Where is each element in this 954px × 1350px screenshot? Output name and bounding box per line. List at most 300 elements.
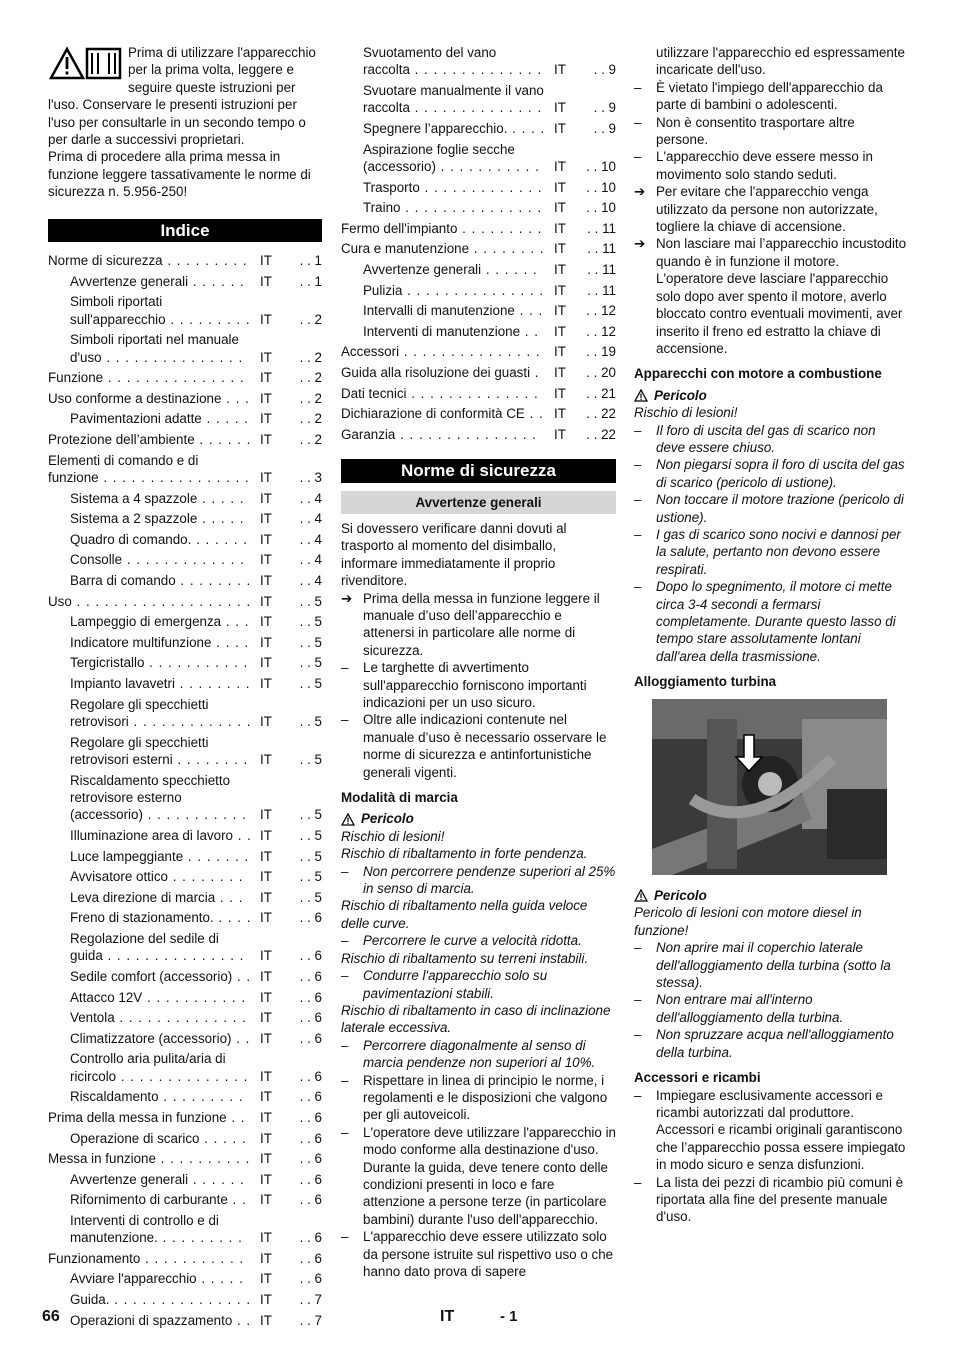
arrow-icon: ➔ xyxy=(634,236,646,252)
toc-entry-lang: IT xyxy=(260,1271,272,1287)
language-code: IT xyxy=(440,1308,455,1325)
general-heading: Avvertenze generali xyxy=(341,491,616,514)
toc-entry-lang: IT xyxy=(260,751,272,767)
toc-entry-lang: IT xyxy=(260,634,272,650)
toc-entry[interactable] xyxy=(48,1191,322,1208)
toc-entry-title: Uso . . . . . . . . . . . . . . . . . . . xyxy=(48,593,252,609)
toc-entry-page: . . 6 xyxy=(299,1030,322,1046)
list-item: ➔ Per evitare che l'apparecchio venga utilizzato da persone non autorizzate, togliere la chiave di accensione. xyxy=(634,184,878,235)
toc-entry-title: Svuotamento del vano raccolta . . . . . . . . . . . . . . xyxy=(363,45,543,78)
toc-entry-page: . . 5 xyxy=(299,751,322,767)
toc-entry-page: . . 20 xyxy=(586,364,616,380)
list-item: – L'apparecchio deve essere messo in movimento solo stando seduti. xyxy=(634,149,873,182)
toc-entry-lang: IT xyxy=(260,807,272,823)
toc-entry-page: . . 2 xyxy=(299,370,322,386)
toc-entry-page: . . 22 xyxy=(586,406,616,422)
toc-entry[interactable] xyxy=(48,431,322,448)
toc-entry-lang: IT xyxy=(260,273,272,289)
toc-entry[interactable] xyxy=(341,302,616,319)
toc-entry-title: Impianto lavavetri . . . . . . . . xyxy=(70,675,251,691)
toc-entry-title: Dichiarazione di conformità CE . . xyxy=(341,406,544,422)
list-item: – È vietato l'impiego dell'apparecchio da parte di bambini o adolescenti. xyxy=(634,79,883,113)
toc-entry-page: . . 6 xyxy=(299,1192,322,1208)
toc-entry-title: Traino . . . . . . . . . . . . . . . xyxy=(363,200,543,216)
toc-entry-lang: IT xyxy=(260,827,272,843)
list-item: – Non percorrere pendenze superiori al 25% in senso di marcia. xyxy=(341,863,616,897)
toc-entry-page: . . 4 xyxy=(299,490,322,506)
list-item: – Non toccare il motore trazione (pericolo di ustione). xyxy=(634,492,904,525)
toc-entry-lang: IT xyxy=(260,1250,272,1266)
toc-entry[interactable] xyxy=(48,772,322,824)
list-item: – I gas di scarico sono nocivi e dannosi per la salute, pertanto non devono essere respirati. xyxy=(634,526,901,577)
toc-entry[interactable] xyxy=(341,141,616,176)
toc-entry-page: . . 10 xyxy=(586,159,616,174)
toc-entry-title: Leva direzione di marcia . . . xyxy=(70,889,244,905)
toc-entry-page: . . 9 xyxy=(593,121,616,136)
toc-entry-title: Garanzia . . . . . . . . . . . . . . . xyxy=(341,426,537,442)
toc-entry[interactable] xyxy=(48,848,322,865)
risk-text: Rischio di ribaltamento su terreni instabili. xyxy=(341,950,589,966)
toc-entry-lang: IT xyxy=(554,323,566,339)
toc-entry-page: . . 1 xyxy=(299,253,322,269)
toc-entry-page: . . 5 xyxy=(299,713,322,729)
toc-entry-title: Sistema a 4 spazzole . . . . . xyxy=(70,490,245,506)
toc-entry-lang: IT xyxy=(260,848,272,864)
toc-entry[interactable] xyxy=(341,240,616,257)
toc-entry[interactable] xyxy=(48,1109,322,1126)
toc-entry[interactable] xyxy=(48,675,322,692)
toc-entry-page: . . 6 xyxy=(299,1130,322,1146)
toc-entry-title: Regolare gli specchietti retrovisori . . . . . . . . . . . . . xyxy=(70,696,252,729)
toc-entry-title: Riscaldamento . . . . . . . . . xyxy=(70,1089,244,1105)
toc-entry[interactable] xyxy=(48,331,322,366)
section-heading: Modalità di marcia xyxy=(341,790,458,806)
paragraph: Si dovessero verificare danni dovuti al trasporto al momento del disimballo, informare immediatamente il proprio rivenditore. xyxy=(341,520,567,589)
toc-entry-page: . . 22 xyxy=(586,426,616,442)
toc-entry-title: Tergicristallo . . . . . . . . . . . xyxy=(70,655,249,671)
toc-entry-title: Illuminazione area di lavoro . . xyxy=(70,827,252,843)
toc-entry-title: Norme di sicurezza . . . . . . . . . xyxy=(48,253,248,269)
danger-label: Pericolo xyxy=(634,887,908,904)
toc-entry[interactable] xyxy=(48,827,322,844)
intro-text: Prima di utilizzare l'apparecchio per la prima volta, leggere e seguire queste istruzioni per l'uso. Conservare le presenti istruzioni per l'uso per consultarle in un secondo tempo o per darle a successivi proprietari. xyxy=(48,45,316,148)
toc-entry-page: . . 2 xyxy=(299,349,322,365)
toc-entry[interactable] xyxy=(341,199,616,216)
toc-entry-lang: IT xyxy=(260,511,272,527)
toc-entry-page: . . 6 xyxy=(299,1230,322,1246)
toc-entry-page: . . 2 xyxy=(299,432,322,448)
toc-entry-title: Prima della messa in funzione . . xyxy=(48,1109,246,1125)
toc-entry[interactable] xyxy=(48,634,322,651)
list-item: – Rispettare in linea di principio le norme, i regolamenti e le disposizioni che valgono per gli autoveicoli. xyxy=(341,1072,608,1123)
toc-entry[interactable] xyxy=(48,410,322,427)
list-item: – Non entrare mai all'interno dell'alloggiamento della turbina. xyxy=(634,992,844,1025)
toc-entry-page: . . 6 xyxy=(299,1250,322,1266)
toc-entry-lang: IT xyxy=(260,370,272,386)
toc-entry[interactable] xyxy=(341,220,616,237)
toc-entry[interactable] xyxy=(48,1171,322,1188)
toc-entry-lang: IT xyxy=(554,159,566,174)
toc-entry-title: Sistema a 2 spazzole . . . . . xyxy=(70,511,245,527)
toc-entry[interactable] xyxy=(341,82,616,117)
toc-entry-title: Trasporto . . . . . . . . . . . . . xyxy=(363,179,543,195)
toc-entry-lang: IT xyxy=(260,655,272,671)
toc-entry[interactable] xyxy=(48,510,322,527)
toc-entry-title: Riscaldamento specchietto retrovisore esterno (accessorio) . . . . . . . . . . . xyxy=(70,772,247,823)
toc-entry-title: Avvertenze generali . . . . . . xyxy=(70,1171,245,1187)
toc-entry-title: Interventi di manutenzione . . xyxy=(363,323,539,339)
toc-entry-lang: IT xyxy=(260,349,272,365)
toc-entry[interactable] xyxy=(48,452,322,487)
toc-entry-lang: IT xyxy=(260,1292,272,1308)
toc-entry-lang: IT xyxy=(554,100,566,116)
toc-entry[interactable] xyxy=(341,44,616,79)
list-item: – Non aprire mai il coperchio laterale dell'alloggiamento della turbina (sotto la stessa). xyxy=(634,940,891,991)
toc-entry-page: . . 2 xyxy=(299,411,322,427)
list-item: – La lista dei pezzi di ricambio più comuni è riportata alla fine del presente manuale d'uso. xyxy=(634,1174,904,1225)
risk-text: Rischio di ribaltamento nella guida veloce delle curve. xyxy=(341,898,588,931)
safety-heading: Norme di sicurezza xyxy=(341,459,616,482)
toc-entry-page: . . 4 xyxy=(299,573,322,588)
toc-entry-page: . . 11 xyxy=(587,220,616,236)
risk-text: Rischio di ribaltamento in caso di inclinazione laterale eccessiva. xyxy=(341,1002,611,1036)
list-item: – Percorrere diagonalmente al senso di marcia pendenze non superiori al 10%. xyxy=(341,1037,596,1071)
toc-entry[interactable] xyxy=(341,385,616,402)
toc-entry-page: . . 4 xyxy=(299,531,322,547)
toc-entry-page: . . 11 xyxy=(587,241,616,257)
toc-entry-title: Regolazione del sedile di guida . . . . . . . . . . . . . . . xyxy=(70,930,245,964)
toc-entry-lang: IT xyxy=(260,1171,272,1187)
toc-entry-page: . . 9 xyxy=(593,100,616,116)
toc-entry-page: . . 7 xyxy=(299,1292,322,1308)
toc-entry[interactable] xyxy=(48,293,322,328)
toc-entry[interactable] xyxy=(48,654,322,671)
toc-entry-lang: IT xyxy=(260,948,272,964)
toc-entry[interactable] xyxy=(341,261,616,278)
toc-entry[interactable] xyxy=(48,490,322,507)
toc-entry[interactable] xyxy=(48,1291,322,1308)
toc-entry[interactable] xyxy=(48,1312,322,1329)
toc-entry-lang: IT xyxy=(260,713,272,729)
toc-entry-lang: IT xyxy=(554,282,566,298)
toc-entry-lang: IT xyxy=(554,179,566,195)
table-of-contents xyxy=(48,252,322,1329)
toc-entry-page: . . 12 xyxy=(586,323,616,339)
toc-entry-lang: IT xyxy=(554,385,566,401)
toc-entry-title: Lampeggio di emergenza . . . xyxy=(70,614,250,630)
toc-entry-lang: IT xyxy=(260,253,272,269)
toc-entry-lang: IT xyxy=(260,614,272,630)
toc-entry-page: . . 21 xyxy=(586,385,616,401)
page-number: 66 xyxy=(42,1308,60,1325)
list-item: – Oltre alle indicazioni contenute nel manuale d’uso è necessario osservare le norme di sicurezza e antinfortunistiche generali vigenti. xyxy=(341,712,607,780)
toc-entry[interactable] xyxy=(341,179,616,196)
toc-entry-title: Funzionamento . . . . . . . . . . . xyxy=(48,1250,245,1266)
toc-entry-page: . . 4 xyxy=(299,552,322,568)
toc-entry-page: . . 6 xyxy=(299,1151,322,1167)
risk-text: Pericolo di lesioni con motore diesel in funzione! xyxy=(634,905,862,938)
toc-entry-page: . . 6 xyxy=(299,1089,322,1105)
toc-entry-lang: IT xyxy=(260,490,272,506)
toc-entry[interactable] xyxy=(48,909,322,926)
list-item: – Le targhette di avvertimento sull'apparecchio forniscono importanti indicazioni per un uso sicuro. xyxy=(341,660,587,710)
toc-entry-title: Cura e manutenzione . . . . . . . . xyxy=(341,241,545,257)
toc-entry-lang: IT xyxy=(260,889,272,905)
toc-entry-lang: IT xyxy=(260,411,272,427)
toc-entry-page: . . 11 xyxy=(587,261,616,277)
toc-entry-page: . . 5 xyxy=(299,827,322,843)
toc-entry-title: Controllo aria pulita/aria di ricircolo . . . . . . . . . . . . . . xyxy=(70,1051,249,1084)
toc-entry-lang: IT xyxy=(260,470,272,486)
toc-entry-title: Avvertenze generali . . . . . . xyxy=(70,273,245,289)
toc-entry[interactable] xyxy=(48,930,322,965)
toc-entry-page: . . 11 xyxy=(587,282,616,298)
toc-entry[interactable] xyxy=(341,364,616,381)
toc-entry[interactable] xyxy=(48,1250,322,1267)
toc-entry[interactable] xyxy=(48,968,322,985)
toc-entry[interactable] xyxy=(48,889,322,906)
toc-entry-lang: IT xyxy=(260,593,272,609)
index-heading: Indice xyxy=(48,219,322,242)
toc-entry-title: Regolare gli specchietti retrovisori esterni . . . . . . . . xyxy=(70,734,249,767)
toc-entry-title: Freno di stazionamento. . . . . xyxy=(70,910,252,926)
toc-entry-lang: IT xyxy=(554,241,566,257)
toc-entry-page: . . 5 xyxy=(299,869,322,885)
toc-entry-lang: IT xyxy=(260,989,272,1005)
toc-entry[interactable] xyxy=(341,282,616,299)
toc-entry-page: . . 6 xyxy=(299,1068,322,1084)
toc-entry-page: . . 2 xyxy=(299,390,322,406)
toc-entry-title: Guida alla risoluzione dei guasti . xyxy=(341,364,540,380)
toc-entry-page: . . 6 xyxy=(299,1010,322,1026)
toc-entry-page: . . 6 xyxy=(299,1109,322,1125)
toc-entry[interactable] xyxy=(48,1130,322,1147)
toc-entry[interactable] xyxy=(48,1270,322,1287)
list-item: – L'operatore deve utilizzare l'apparecchio in modo conforme alla destinazione d'uso. Durante la guida, deve tenere conto delle condizioni presenti in loco e fare attenzione a persone terze (in particolare bambini) durante l'uso dell'apparecchio. xyxy=(341,1124,616,1227)
toc-entry-title: Pulizia . . . . . . . . . . . . . . . xyxy=(363,282,545,298)
toc-entry-title: Aspirazione foglie secche (accessorio) . . . . . . . . . . . xyxy=(363,141,540,174)
list-item: – Percorrere le curve a velocità ridotta. xyxy=(341,933,582,949)
toc-entry-title: Operazioni di spazzamento . . xyxy=(70,1312,252,1328)
toc-entry[interactable] xyxy=(341,120,616,137)
list-item: – L'apparecchio deve essere utilizzato solo da persone istruite sul rispettivo uso o che hanno dato prova di sapere xyxy=(341,1229,614,1279)
warning-triangle-icon xyxy=(341,813,355,826)
toc-entry-lang: IT xyxy=(554,426,566,442)
toc-entry-title: Spegnere l’apparecchio. . . . . xyxy=(363,121,546,136)
toc-entry[interactable] xyxy=(341,343,616,360)
toc-entry-lang: IT xyxy=(260,552,272,568)
toc-entry-lang: IT xyxy=(554,62,566,78)
toc-entry-title: Consolle . . . . . . . . . . . . . xyxy=(70,552,245,568)
toc-entry-lang: IT xyxy=(554,220,566,236)
toc-entry-lang: IT xyxy=(554,261,566,277)
toc-entry-page: . . 6 xyxy=(299,1271,322,1287)
list-item: – Il foro di uscita del gas di scarico non deve essere chiuso. xyxy=(634,422,876,455)
toc-entry-title: Barra di comando . . . . . . . . xyxy=(70,573,252,588)
toc-entry-title: Svuotare manualmente il vano raccolta . . . . . . . . . . . . . . xyxy=(363,83,544,116)
risk-text: Rischio di lesioni! xyxy=(341,828,445,844)
toc-entry-lang: IT xyxy=(554,406,566,422)
toc-entry-lang: IT xyxy=(260,910,272,926)
toc-entry-lang: IT xyxy=(260,1230,272,1246)
section-page-number: - 1 xyxy=(500,1308,518,1325)
toc-entry[interactable] xyxy=(48,551,322,568)
danger-label: Pericolo xyxy=(341,810,616,827)
toc-entry[interactable] xyxy=(48,531,322,548)
column-middle xyxy=(341,44,616,1280)
list-item: – Non spruzzare acqua nell'alloggiamento della turbina. xyxy=(634,1027,894,1060)
toc-entry[interactable] xyxy=(48,1050,322,1085)
toc-entry-title: Simboli riportati sull'apparecchio . . . . . . . . . xyxy=(70,294,251,327)
risk-text: Rischio di lesioni! xyxy=(634,405,738,421)
toc-entry-title: Ventola . . . . . . . . . . . . . . xyxy=(70,1010,247,1026)
toc-entry-title: Accessori . . . . . . . . . . . . . . . xyxy=(341,344,541,360)
toc-entry-lang: IT xyxy=(260,573,272,588)
warning-triangle-icon xyxy=(634,389,648,402)
toc-entry-title: Elementi di comando e di funzione . . . . . . . . . . . . . . . . xyxy=(48,452,250,486)
toc-entry-lang: IT xyxy=(260,311,272,327)
toc-entry-lang: IT xyxy=(260,1010,272,1026)
toc-entry-lang: IT xyxy=(260,1312,272,1328)
toc-entry[interactable] xyxy=(48,1088,322,1105)
toc-entry-title: Uso conforme a destinazione . . . xyxy=(48,390,250,406)
toc-entry-page: . . 5 xyxy=(299,675,322,691)
toc-entry-title: Guida. . . . . . . . . . . . . . . . xyxy=(70,1292,252,1308)
toc-entry[interactable] xyxy=(48,989,322,1006)
toc-entry[interactable] xyxy=(341,405,616,422)
toc-entry-page: . . 10 xyxy=(586,200,616,216)
toc-entry-title: Operazione di scarico . . . . . xyxy=(70,1130,247,1146)
toc-entry-page: . . 5 xyxy=(299,655,322,671)
section-heading: Alloggiamento turbina xyxy=(634,674,777,690)
toc-entry-page: . . 7 xyxy=(299,1312,322,1328)
toc-entry-lang: IT xyxy=(260,1130,272,1146)
toc-entry[interactable] xyxy=(48,868,322,885)
toc-entry-page: . . 3 xyxy=(299,470,322,486)
toc-entry-title: Attacco 12V . . . . . . . . . . . xyxy=(70,989,247,1005)
turbine-housing-photo xyxy=(652,699,887,875)
list-item: ➔ Non lasciare mai l’apparecchio incustodito quando è in funzione il motore. L'operatore deve lasciare l'apparecchio solo dopo aver spento il motore, averlo bloccato contro eventuali movimenti, aver inserito il freno ed estratto la chiave di accensione. xyxy=(634,236,907,356)
list-item: – Condurre l'apparecchio solo su pavimentazioni stabili. xyxy=(341,968,548,1001)
toc-entry[interactable] xyxy=(48,1212,322,1247)
toc-entry-page: . . 2 xyxy=(299,311,322,327)
toc-entry-lang: IT xyxy=(260,1068,272,1084)
toc-entry[interactable] xyxy=(48,1150,322,1167)
toc-entry-title: Fermo dell'impianto . . . . . . . . . xyxy=(341,220,543,236)
toc-entry-lang: IT xyxy=(554,303,566,319)
toc-entry-lang: IT xyxy=(260,1109,272,1125)
toc-entry-page: . . 5 xyxy=(299,634,322,650)
toc-entry-page: . . 12 xyxy=(586,303,616,319)
toc-entry-title: Dati tecnici . . . . . . . . . . . . . . xyxy=(341,385,539,401)
toc-entry-lang: IT xyxy=(554,200,566,216)
list-item: – Impiegare esclusivamente accessori e ricambi autorizzati dal produttore. Accessori e ricambi originali garantiscono che l’apparecchio possa essere impiegato in modo sicuro e senza disfunzioni. xyxy=(634,1087,906,1173)
toc-entry-lang: IT xyxy=(260,968,272,984)
toc-entry-lang: IT xyxy=(554,121,566,136)
intro-block xyxy=(48,44,322,201)
toc-entry-title: Rifornimento di carburante . . xyxy=(70,1192,247,1208)
table-of-contents-cont xyxy=(341,44,616,443)
paragraph: utilizzare l'apparecchio ed espressamente incaricate dell'uso. xyxy=(656,45,905,78)
toc-entry-page: . . 6 xyxy=(299,989,322,1005)
toc-entry-page: . . 5 xyxy=(299,807,322,823)
arrow-icon: ➔ xyxy=(341,590,353,606)
toc-entry-page: . . 5 xyxy=(299,889,322,905)
risk-text: Rischio di ribaltamento in forte pendenza. xyxy=(341,846,588,862)
toc-entry-title: Intervalli di manutenzione . . . xyxy=(363,303,544,319)
toc-entry-lang: IT xyxy=(260,1192,272,1208)
toc-entry-page: . . 19 xyxy=(586,344,616,360)
column-right xyxy=(634,44,908,1226)
list-item: ➔ Prima della messa in funzione leggere il manuale d’uso dell’apparecchio e attenersi in particolare alle norme di sicurezza. xyxy=(341,590,600,658)
toc-entry[interactable] xyxy=(48,273,322,290)
toc-entry-title: Quadro di comando. . . . . . . xyxy=(70,531,248,547)
toc-entry-page: . . 6 xyxy=(299,968,322,984)
toc-entry-title: Indicatore multifunzione . . . . xyxy=(70,634,250,650)
toc-entry-title: Avviare l'apparecchio . . . . . xyxy=(70,1271,244,1287)
toc-entry-title: Luce lampeggiante . . . . . . . xyxy=(70,848,250,864)
toc-entry-title: Avvertenze generali . . . . . . xyxy=(363,261,538,277)
toc-entry[interactable] xyxy=(48,1009,322,1026)
toc-entry-lang: IT xyxy=(260,390,272,406)
toc-entry-page: . . 10 xyxy=(586,179,616,195)
toc-entry-page: . . 6 xyxy=(299,948,322,964)
toc-entry-title: Avvisatore ottico . . . . . . . . xyxy=(70,869,244,885)
warning-manual-icon xyxy=(48,46,122,80)
arrow-icon: ➔ xyxy=(634,184,646,200)
toc-entry[interactable] xyxy=(48,593,322,610)
toc-entry-lang: IT xyxy=(260,1030,272,1046)
toc-entry[interactable] xyxy=(48,1030,322,1047)
section-heading: Apparecchi con motore a combustione xyxy=(634,366,882,382)
toc-entry-lang: IT xyxy=(260,675,272,691)
toc-entry[interactable] xyxy=(48,390,322,407)
toc-entry-lang: IT xyxy=(554,344,566,360)
toc-entry-page: . . 6 xyxy=(299,910,322,926)
toc-entry-title: Interventi di controllo e di manutenzione. . . . . . . . . . xyxy=(70,1212,243,1246)
toc-entry-page: . . 4 xyxy=(299,511,322,527)
toc-entry[interactable] xyxy=(341,323,616,340)
danger-label: Pericolo xyxy=(634,387,908,404)
toc-entry-page: . . 9 xyxy=(593,62,616,78)
toc-entry-lang: IT xyxy=(260,869,272,885)
list-item: – Non è consentito trasportare altre persone. xyxy=(634,114,855,148)
toc-entry-page: . . 1 xyxy=(299,273,322,289)
toc-entry[interactable] xyxy=(48,613,322,630)
toc-entry-title: Climatizzatore (accessorio) . . xyxy=(70,1030,251,1046)
toc-entry-lang: IT xyxy=(260,432,272,448)
toc-entry[interactable] xyxy=(48,572,322,589)
toc-entry[interactable] xyxy=(48,696,322,731)
column-left xyxy=(48,44,322,1332)
toc-entry-page: . . 5 xyxy=(299,614,322,630)
toc-entry-title: Messa in funzione . . . . . . . . . . xyxy=(48,1151,251,1167)
toc-entry-title: Funzione . . . . . . . . . . . . . . . xyxy=(48,370,245,386)
intro-text-2: Prima di procedere alla prima messa in funzione leggere tassativamente le norme di sicurezza n. 5.956-250! xyxy=(48,149,311,200)
toc-entry-title: Protezione dell’ambiente . . . . . . xyxy=(48,432,252,448)
toc-entry[interactable] xyxy=(48,734,322,769)
toc-entry[interactable] xyxy=(48,369,322,386)
toc-entry-title: Simboli riportati nel manuale d'uso . . . . . . . . . . . . . . . xyxy=(70,332,244,365)
toc-entry-title: Pavimentazioni adatte . . . . . xyxy=(70,411,249,427)
toc-entry-lang: IT xyxy=(260,1151,272,1167)
toc-entry[interactable] xyxy=(341,426,616,443)
toc-entry[interactable] xyxy=(48,252,322,269)
list-item: – Dopo lo spegnimento, il motore ci mette circa 3-4 secondi a fermarsi completamente. Durante questo lasso di tempo stare assolutamente lontani dall'area della trasmissione. xyxy=(634,579,896,664)
toc-entry-page: . . 5 xyxy=(299,848,322,864)
toc-entry-page: . . 6 xyxy=(299,1171,322,1187)
warning-triangle-icon xyxy=(634,889,648,902)
